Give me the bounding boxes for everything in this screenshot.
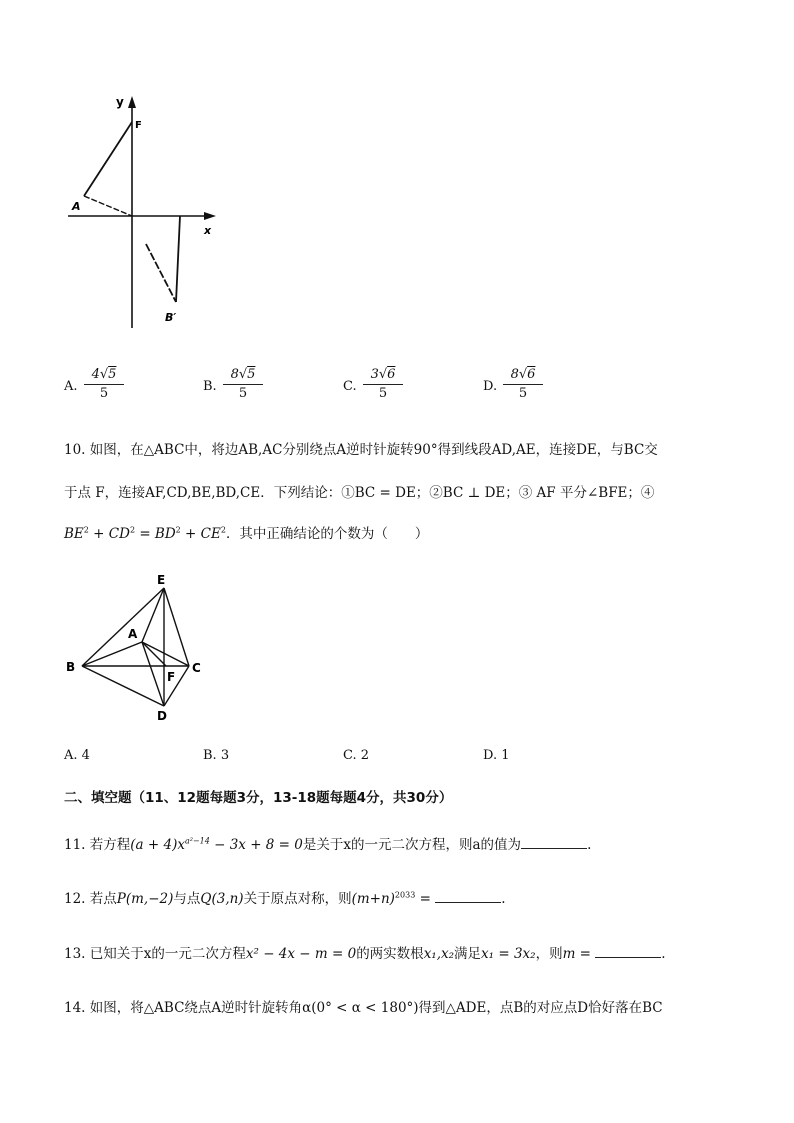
segment-EC	[164, 588, 189, 666]
q10-line-1: 10. 如图，在△ABC中，将边AB,AC分别绕点A逆时针旋转90°得到线段AD,AE，连接DE，与BC交	[64, 442, 658, 458]
q10-option-d: D. 1	[483, 748, 510, 763]
q13-answer-blank[interactable]	[595, 945, 661, 958]
q12: 12. 若点P(m,−2)与点Q(3,n)关于原点对称，则$(m+n)^{2033}$ = .	[64, 890, 506, 907]
figure-rotation-diagram	[62, 570, 212, 725]
point-E-label: E	[157, 573, 166, 587]
q11-answer-blank[interactable]	[521, 836, 587, 849]
axis-x-label: x	[204, 224, 212, 237]
segment-B-diagonal	[146, 244, 176, 302]
q14-line-1: 14. 如图，将△ABC绕点A逆时针旋转角α(0° < α < 180°)得到△ADE，点B的对应点D恰好落在BC	[64, 1000, 663, 1016]
section-2-heading: 二、填空题（11、12题每题3分，13-18题每题4分，共30分）	[64, 790, 453, 806]
segment-BE	[82, 588, 164, 666]
y-axis-arrow	[128, 96, 136, 108]
q11: 11. 若方程$(a + 4)x^{a^2-14} - 3x + 8 = 0$是关于x的一元二次方程，则a的值为 .	[64, 836, 592, 853]
point-A-label: A	[128, 627, 138, 641]
point-B-label: B	[66, 660, 76, 674]
point-D-label: D	[157, 709, 167, 723]
q10-option-c: C. 2	[343, 748, 370, 763]
axis-y-label: y	[116, 95, 124, 109]
point-C-label: C	[192, 661, 201, 675]
q10-line-3: $BE^2 + CD^2 = BD^2 + CE^2$．其中正确结论的个数为（ ）	[64, 525, 429, 542]
point-F-label: F	[135, 120, 142, 131]
q10-option-b: B. 3	[203, 748, 230, 763]
point-F-label: F	[167, 670, 176, 684]
x-axis-arrow	[204, 212, 216, 220]
segment-AO	[84, 196, 132, 216]
q12-answer-blank[interactable]	[435, 890, 501, 903]
q10-option-a: A. 4	[64, 748, 90, 763]
point-A-label: A	[72, 200, 81, 213]
segment-BA	[82, 642, 142, 666]
point-B-label: B′	[165, 311, 177, 324]
q10-line-2: 于点 F，连接AF,CD,BE,BD,CE．下列结论：①BC = DE；②BC ⊥ DE；③ AF 平分∠BFE；④	[64, 485, 655, 501]
segment-B-vertical	[176, 216, 180, 302]
figure-coordinate-sketch	[62, 92, 222, 332]
q13: 13. 已知关于x的一元二次方程x² − 4x − m = 0的两实数根x₁,x₂满足x₁ = 3x₂，则m = .	[64, 946, 666, 962]
segment-AF	[84, 122, 132, 196]
segment-AE	[142, 588, 164, 642]
